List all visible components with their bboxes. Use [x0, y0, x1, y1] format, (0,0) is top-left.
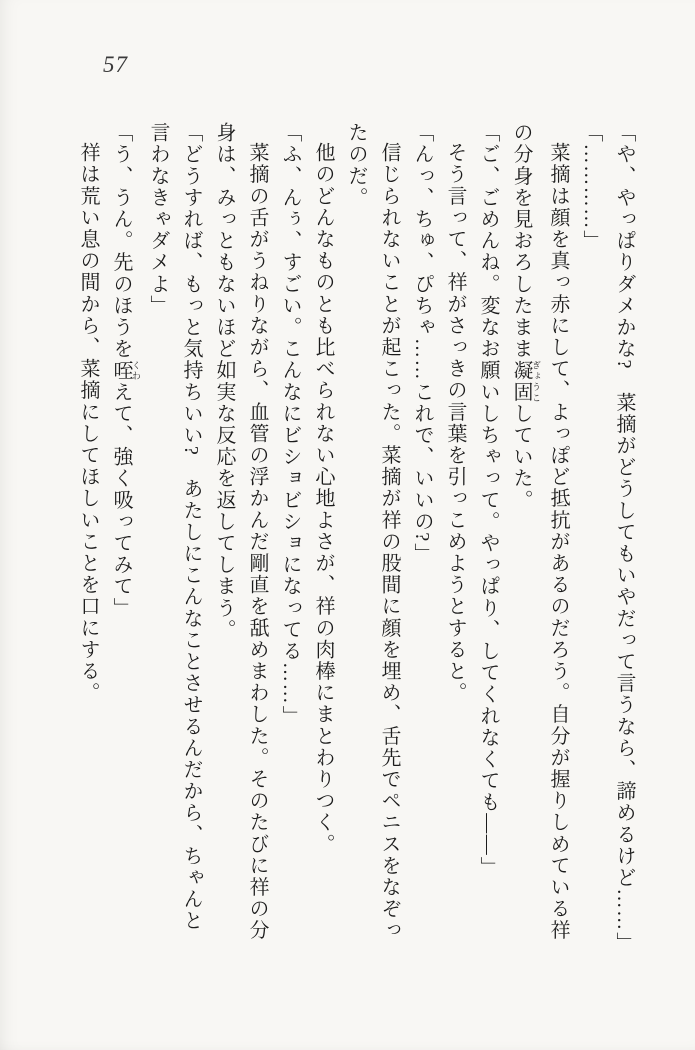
text-column: 「ご、ごめんね。変なお願いしちゃって。やっぱり、してくれなくても――」 [477, 122, 499, 878]
text-column: そう言って、祥がさっきの言葉を引っこめようとすると。 [444, 142, 466, 704]
text-column: 「…………」 [580, 122, 602, 252]
text-column: 信じられないことが起こった。菜摘が祥の股間に顔を埋め、舌先でペニスをなぞっ [378, 142, 400, 942]
text-column: 言わなきゃダメよ」 [147, 122, 169, 317]
page-number: 57 [103, 52, 128, 77]
text-column: 「どうすれば、もっと気持ちいい? あたしにこんなことさせるんだから、ちゃんと [180, 122, 202, 932]
text-column: 菜摘は顔を真っ赤にして、よっぽど抵抗があるのだろう。自分が握りしめている祥 [547, 142, 569, 942]
text-column: 「や、やっぱりダメかな? 菜摘がどうしてもいやだって言うなら、諦めるけど……」 [613, 122, 635, 954]
ruby-annotated-word: 凝固 ぎょうこ [510, 359, 541, 403]
text-column: 「う、うん。先のほうを咥 くわえて、強く吸ってみて」 [110, 122, 141, 619]
ruby-annotated-word: 咥 くわ [110, 359, 141, 382]
text-column: 祥は荒い息の間から、菜摘にしてほしいことを口にする。 [77, 142, 99, 704]
text-column: 「ふ、んぅ、すごい。こんなにビショビショになってる……」 [279, 122, 301, 727]
text-column: 他のどんなものとも比べられない心地よさが、祥の肉棒にまとわりつく。 [312, 142, 334, 855]
text-column: の分身を見おろしたまま凝固 ぎょうこしていた。 [510, 122, 541, 511]
text-block [71, 122, 640, 982]
text-column: 「んっ、ちゅ、ぴちゃ……これで、いいの?」 [411, 122, 433, 565]
text-column: 身は、みっともないほど如実な反応を返してしまう。 [213, 122, 235, 641]
text-column: 菜摘の舌がうねりながら、血管の浮かんだ剛直を舐めまわした。そのたびに祥の分 [246, 142, 268, 942]
text-column: たのだ。 [345, 122, 367, 209]
